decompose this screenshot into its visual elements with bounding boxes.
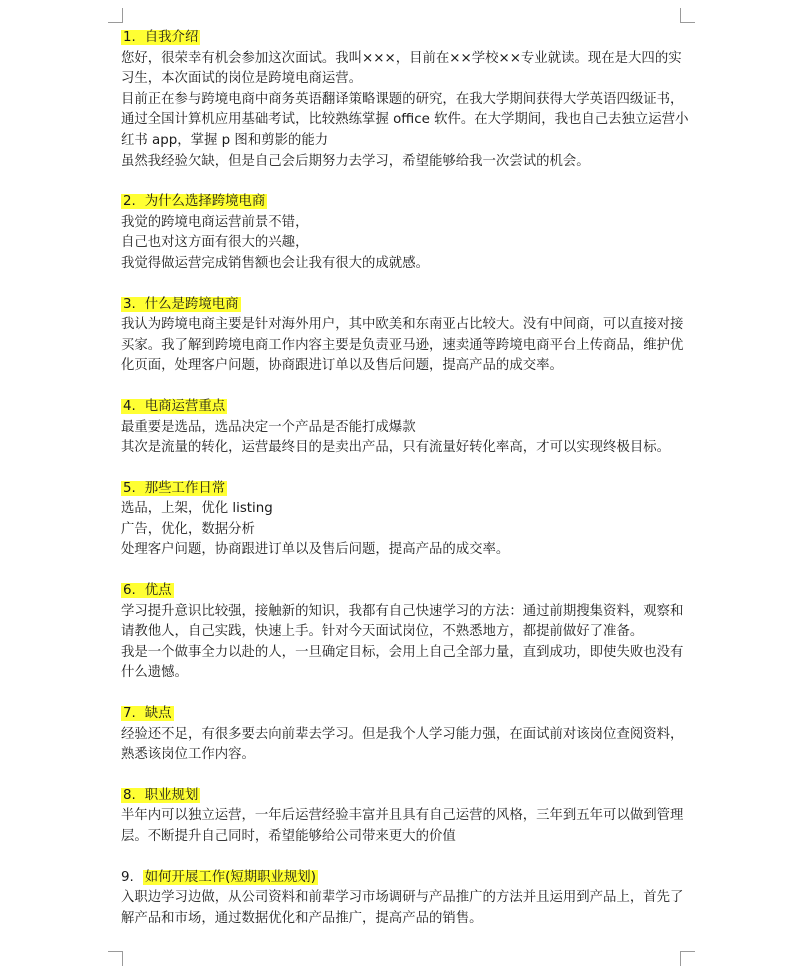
section-title: 如何开展工作(短期职业规划) [144, 869, 316, 885]
margin-mark-top-left [108, 8, 123, 23]
section-heading [121, 397, 691, 418]
section-title: 什么是跨境电商 [144, 296, 239, 312]
section-heading [121, 704, 691, 725]
paragraph: 入职边学习边做，从公司资料和前辈学习市场调研与产品推广的方法并且运用到产品上，首先了解产品和市场，通过数据优化和产品推广，提高产品的销售。 [121, 890, 684, 926]
section-heading [121, 295, 691, 316]
section-number: 1. [123, 30, 136, 45]
paragraph: 广告，优化，数据分析 [121, 521, 255, 537]
section-title: 职业规划 [144, 787, 199, 803]
section-why-cross-border [121, 192, 691, 274]
section-title: 自我介绍 [144, 30, 199, 45]
section-heading [121, 786, 691, 807]
section-what-is-cross-border [121, 295, 691, 377]
section-daily-work [121, 479, 691, 561]
paragraph: 选品，上架，优化 listing [121, 501, 273, 517]
section-title: 缺点 [144, 706, 172, 722]
heading-highlight [121, 30, 200, 45]
section-title: 电商运营重点 [144, 398, 226, 414]
paragraph: 处理客户问题，协商跟进订单以及售后问题，提高产品的成交率。 [121, 542, 510, 558]
section-heading [121, 479, 691, 500]
section-operation-focus [121, 397, 691, 459]
paragraph: 目前正在参与跨境电商中商务英语翻译策略课题的研究，在我大学期间获得大学英语四级证书，通过全国计算机应用基础考试，比较熟练掌握 office 软件。在大学期间，我也自己去独立运营小红书 app，掌握 p 图和剪影的能力 [121, 91, 689, 148]
paragraph: 自己也对这方面有很大的兴趣， [121, 235, 309, 251]
section-heading [121, 192, 691, 213]
heading-highlight [121, 399, 227, 414]
section-weaknesses [121, 704, 691, 766]
paragraph: 最重要是选品，选品决定一个产品是否能打成爆款 [121, 419, 416, 435]
section-self-intro [121, 28, 691, 172]
section-number: 8. [123, 787, 136, 803]
section-number: 9. [121, 869, 134, 885]
section-number: 7. [123, 706, 136, 722]
section-number: 5. [123, 480, 136, 496]
paragraph: 我觉的跨境电商运营前景不错， [121, 214, 309, 230]
section-number: 3. [123, 296, 136, 312]
section-heading [121, 581, 691, 602]
section-title: 那些工作日常 [144, 480, 226, 496]
paragraph: 经验还不足，有很多要去向前辈去学习。但是我个人学习能力强，在面试前对该岗位查阅资料，熟悉该岗位工作内容。 [121, 726, 684, 763]
paragraph: 我认为跨境电商主要是针对海外用户，其中欧美和东南亚占比较大。没有中间商，可以直接对接买家。我了解到跨境电商工作内容主要是负责亚马逊，速卖通等跨境电商平台上传商品，维护优化页面，处理客户问题，协商跟进订单以及售后问题，提高产品的成交率。 [121, 317, 684, 374]
section-number: 4. [123, 398, 136, 414]
paragraph: 您好，很荣幸有机会参加这次面试。我叫×××，目前在××学校××专业就读。现在是大四的实习生，本次面试的岗位是跨境电商运营。 [121, 50, 682, 87]
section-career-plan [121, 786, 691, 848]
paragraph: 半年内可以独立运营，一年后运营经验丰富并且具有自己运营的风格，三年到五年可以做到管理层。不断提升自己同时，希望能够给公司带来更大的价值 [121, 808, 684, 844]
section-strengths [121, 581, 691, 684]
margin-mark-top-right [680, 8, 695, 23]
paragraph: 我是一个做事全力以赴的人，一旦确定目标，会用上自己全部力量，直到成功，即使失败也没有什么遗憾。 [121, 644, 684, 681]
section-heading [121, 28, 691, 49]
paragraph: 我觉得做运营完成销售额也会让我有很大的成就感。 [121, 255, 429, 271]
section-number: 6. [123, 583, 136, 599]
document-body [121, 28, 691, 949]
heading-highlight [121, 706, 174, 721]
section-how-to-start [121, 868, 691, 930]
paragraph: 虽然我经验欠缺，但是自己会后期努力去学习，希望能够给我一次尝试的机会。 [121, 153, 590, 169]
heading-highlight [121, 788, 200, 803]
heading-highlight [121, 481, 227, 496]
heading-highlight [121, 194, 267, 209]
margin-mark-bottom-left [108, 951, 123, 966]
paragraph: 学习提升意识比较强，接触新的知识，我都有自己快速学习的方法：通过前期搜集资料，观察和请教他人，自己实践，快速上手。针对今天面试岗位，不熟悉地方，都提前做好了准备。 [121, 603, 684, 640]
section-title: 优点 [144, 583, 172, 599]
section-number: 2. [123, 194, 136, 210]
margin-mark-bottom-right [680, 951, 695, 966]
paragraph: 其次是流量的转化，运营最终目的是卖出产品，只有流量好转化率高，才可以实现终极目标。 [121, 440, 671, 456]
heading-highlight [121, 583, 174, 598]
heading-highlight [121, 297, 241, 312]
section-title: 为什么选择跨境电商 [144, 194, 266, 210]
section-heading [121, 868, 691, 889]
